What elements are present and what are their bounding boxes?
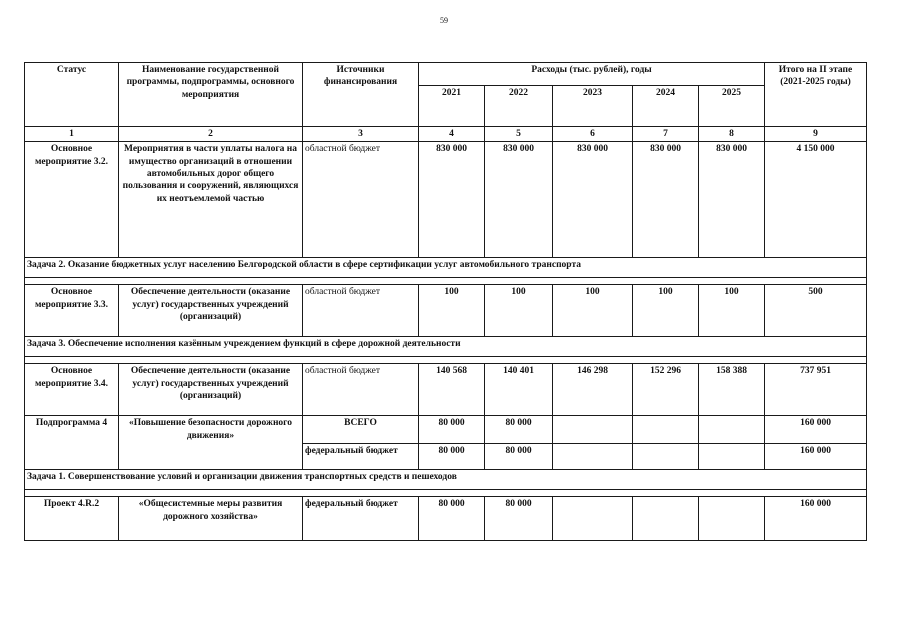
header-expenses: Расходы (тыс. рублей), годы bbox=[419, 63, 765, 86]
row-value-2023: 146 298 bbox=[553, 364, 633, 416]
row-total: 160 000 bbox=[765, 444, 867, 470]
row-value-2024: 830 000 bbox=[633, 142, 699, 258]
row-value-2022: 140 401 bbox=[485, 364, 553, 416]
row-value-2025 bbox=[699, 497, 765, 541]
header-year-2022: 2022 bbox=[485, 86, 553, 127]
col-number: 3 bbox=[303, 127, 419, 142]
row-value-2024 bbox=[633, 497, 699, 541]
table-row bbox=[25, 416, 867, 444]
row-value-2025: 100 bbox=[699, 285, 765, 337]
col-number: 6 bbox=[553, 127, 633, 142]
col-number: 4 bbox=[419, 127, 485, 142]
row-total: 500 bbox=[765, 285, 867, 337]
row-source: областной бюджет bbox=[303, 364, 419, 416]
row-value-2021: 80 000 bbox=[419, 497, 485, 541]
row-value-2023: 100 bbox=[553, 285, 633, 337]
col-number: 5 bbox=[485, 127, 553, 142]
row-value-2025 bbox=[699, 444, 765, 470]
header-sources: Источники финансирования bbox=[303, 63, 419, 127]
row-value-2021: 80 000 bbox=[419, 416, 485, 444]
row-name: «Общесистемные меры развития дорожного хозяйства» bbox=[119, 497, 303, 541]
row-value-2022: 80 000 bbox=[485, 416, 553, 444]
task-heading: Задача 2. Оказание бюджетных услуг населению Белгородской области в сфере сертификации услуг автомобильного транспорта bbox=[25, 258, 867, 278]
col-number: 8 bbox=[699, 127, 765, 142]
row-value-2023 bbox=[553, 444, 633, 470]
row-source: областной бюджет bbox=[303, 142, 419, 258]
row-value-2022: 80 000 bbox=[485, 444, 553, 470]
row-total: 737 951 bbox=[765, 364, 867, 416]
row-value-2024 bbox=[633, 416, 699, 444]
table-row bbox=[25, 497, 867, 541]
header-status: Статус bbox=[25, 63, 119, 127]
row-status: Основное мероприятие 3.2. bbox=[25, 142, 119, 258]
row-value-2022: 80 000 bbox=[485, 497, 553, 541]
row-status: Основное мероприятие 3.4. bbox=[25, 364, 119, 416]
col-number: 9 bbox=[765, 127, 867, 142]
row-value-2023 bbox=[553, 497, 633, 541]
row-status: Основное мероприятие 3.3. bbox=[25, 285, 119, 337]
header-year-2025: 2025 bbox=[699, 86, 765, 127]
row-spacer bbox=[25, 278, 867, 285]
row-value-2021: 100 bbox=[419, 285, 485, 337]
row-spacer bbox=[25, 490, 867, 497]
row-value-2023 bbox=[553, 416, 633, 444]
row-name: «Повышение безопасности дорожного движения» bbox=[119, 416, 303, 470]
task-heading: Задача 1. Совершенствование условий и организации движения транспортных средств и пешеходов bbox=[25, 470, 867, 490]
col-number: 7 bbox=[633, 127, 699, 142]
col-number: 1 bbox=[25, 127, 119, 142]
row-value-2025 bbox=[699, 416, 765, 444]
budget-table bbox=[24, 62, 867, 541]
row-value-2024: 100 bbox=[633, 285, 699, 337]
row-total: 4 150 000 bbox=[765, 142, 867, 258]
row-name: Мероприятия в части уплаты налога на имущество организаций в отношении автомобильных дорог общего пользования и сооружений, являющихся их неотъемлемой частью bbox=[119, 142, 303, 258]
page-number: 59 bbox=[440, 16, 448, 25]
header-year-2021: 2021 bbox=[419, 86, 485, 127]
header-year-2023: 2023 bbox=[553, 86, 633, 127]
col-number: 2 bbox=[119, 127, 303, 142]
row-spacer bbox=[25, 357, 867, 364]
header-total: Итого на II этапе (2021-2025 годы) bbox=[765, 63, 867, 127]
row-source: федеральный бюджет bbox=[303, 444, 419, 470]
row-value-2025: 158 388 bbox=[699, 364, 765, 416]
row-name: Обеспечение деятельности (оказание услуг) государственных учреждений (организаций) bbox=[119, 364, 303, 416]
task-heading: Задача 3. Обеспечение исполнения казённым учреждением функций в сфере дорожной деятельности bbox=[25, 337, 867, 357]
row-name: Обеспечение деятельности (оказание услуг) государственных учреждений (организаций) bbox=[119, 285, 303, 337]
row-total: 160 000 bbox=[765, 497, 867, 541]
row-value-2021: 80 000 bbox=[419, 444, 485, 470]
table-row bbox=[25, 364, 867, 416]
row-status: Подпрограмма 4 bbox=[25, 416, 119, 470]
row-value-2021: 830 000 bbox=[419, 142, 485, 258]
row-value-2022: 830 000 bbox=[485, 142, 553, 258]
table-row bbox=[25, 142, 867, 258]
row-total: 160 000 bbox=[765, 416, 867, 444]
row-status: Проект 4.R.2 bbox=[25, 497, 119, 541]
row-value-2023: 830 000 bbox=[553, 142, 633, 258]
row-source: ВСЕГО bbox=[303, 416, 419, 444]
header-name: Наименование государственной программы, подпрограммы, основного мероприятия bbox=[119, 63, 303, 127]
row-value-2021: 140 568 bbox=[419, 364, 485, 416]
row-value-2024: 152 296 bbox=[633, 364, 699, 416]
row-value-2024 bbox=[633, 444, 699, 470]
table-row bbox=[25, 285, 867, 337]
row-source: областной бюджет bbox=[303, 285, 419, 337]
header-year-2024: 2024 bbox=[633, 86, 699, 127]
row-value-2022: 100 bbox=[485, 285, 553, 337]
row-value-2025: 830 000 bbox=[699, 142, 765, 258]
row-source: федеральный бюджет bbox=[303, 497, 419, 541]
